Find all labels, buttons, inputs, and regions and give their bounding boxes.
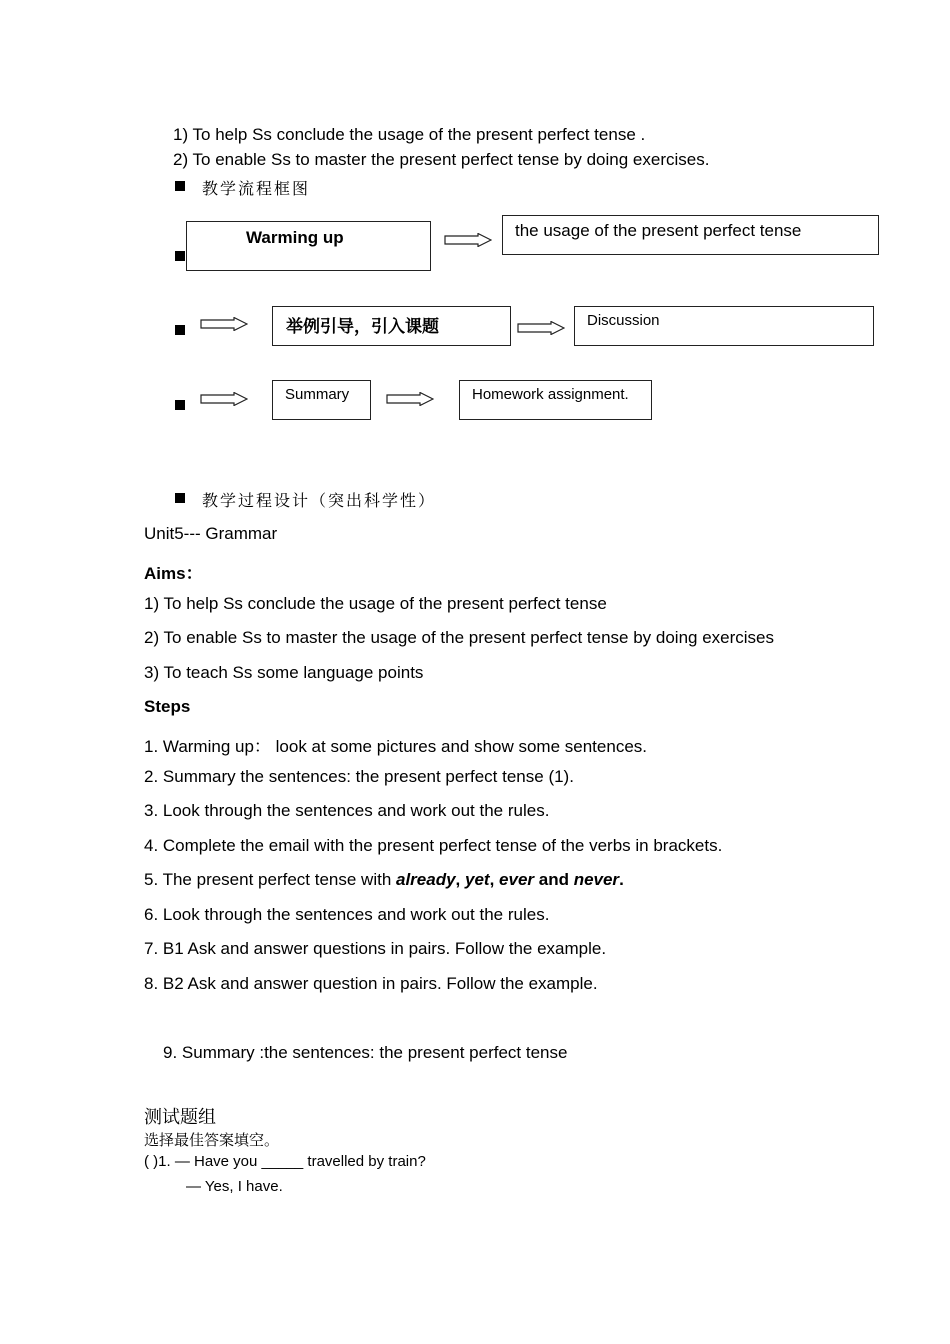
flow-box-homework <box>459 380 652 420</box>
aims-label: Aims： <box>144 564 203 583</box>
flow-box-summary <box>272 380 371 420</box>
step-9: 9. Summary :the sentences: the present perfect tense <box>163 1043 568 1062</box>
bullet-icon <box>175 493 185 503</box>
unit-title: Unit5--- Grammar <box>144 524 278 543</box>
bullet-icon <box>175 400 185 410</box>
step-6: 6. Look through the sentences and work out the rules. <box>144 905 550 924</box>
step-4: 4. Complete the email with the present perfect tense of the verbs in brackets. <box>144 836 723 855</box>
step-5-and: and <box>534 870 574 889</box>
flow-example-label: 举例引导，引入课题 <box>286 317 439 337</box>
process-heading: 教学过程设计（突出科学性） <box>202 491 437 510</box>
flow-heading: 教学流程框图 <box>202 179 311 198</box>
step-5-comma-2: , <box>489 870 500 889</box>
question-1: ( )1. — Have you _____ travelled by train? <box>144 1153 426 1170</box>
step-5-yet: yet <box>465 870 490 889</box>
aim-2: 2) To enable Ss to master the usage of the present perfect tense by doing exercises <box>144 628 775 647</box>
step-5-end: . <box>619 870 624 889</box>
bullet-icon <box>175 251 185 261</box>
step-3: 3. Look through the sentences and work out the rules. <box>144 801 550 820</box>
flow-warming-up-label: Warming up <box>246 228 344 247</box>
objective-1: 1) To help Ss conclude the usage of the present perfect tense . <box>173 125 646 144</box>
arrow-right-icon <box>200 392 248 406</box>
flow-box-example <box>272 306 511 346</box>
step-2: 2. Summary the sentences: the present perfect tense (1). <box>144 767 574 786</box>
answer-1: — Yes, I have. <box>186 1178 283 1195</box>
step-8: 8. B2 Ask and answer question in pairs. Follow the example. <box>144 974 598 993</box>
bullet-icon <box>175 181 185 191</box>
step-5-already: already <box>396 870 456 889</box>
step-5-never: never <box>573 870 620 889</box>
objective-2: 2) To enable Ss to master the present perfect tense by doing exercises. <box>173 150 710 169</box>
step-1: 1. Warming up： look at some pictures and show some sentences. <box>144 737 647 756</box>
flow-discussion-label: Discussion <box>587 312 660 329</box>
test-heading: 测试题组 <box>144 1107 216 1128</box>
step-5 <box>144 870 624 890</box>
step-5-comma-1: , <box>455 870 465 889</box>
arrow-right-icon <box>386 392 434 406</box>
arrow-right-icon <box>200 317 248 331</box>
steps-label: Steps <box>144 697 191 716</box>
flow-usage-label: the usage of the present perfect tense <box>515 221 802 240</box>
arrow-right-icon <box>517 321 565 335</box>
flow-box-warming-up <box>186 221 431 271</box>
arrow-right-icon <box>444 233 492 247</box>
flow-box-usage <box>502 215 879 255</box>
bullet-icon <box>175 325 185 335</box>
step-5-prefix: 5. The present perfect tense with <box>144 870 396 889</box>
step-5-ever: ever <box>499 870 535 889</box>
flow-box-discussion <box>574 306 874 346</box>
test-instruction: 选择最佳答案填空。 <box>144 1131 280 1149</box>
aim-1: 1) To help Ss conclude the usage of the present perfect tense <box>144 594 607 613</box>
flow-homework-label: Homework assignment. <box>472 386 629 403</box>
aim-3: 3) To teach Ss some language points <box>144 663 424 682</box>
step-7: 7. B1 Ask and answer questions in pairs. Follow the example. <box>144 939 607 958</box>
flow-summary-label: Summary <box>285 386 350 403</box>
